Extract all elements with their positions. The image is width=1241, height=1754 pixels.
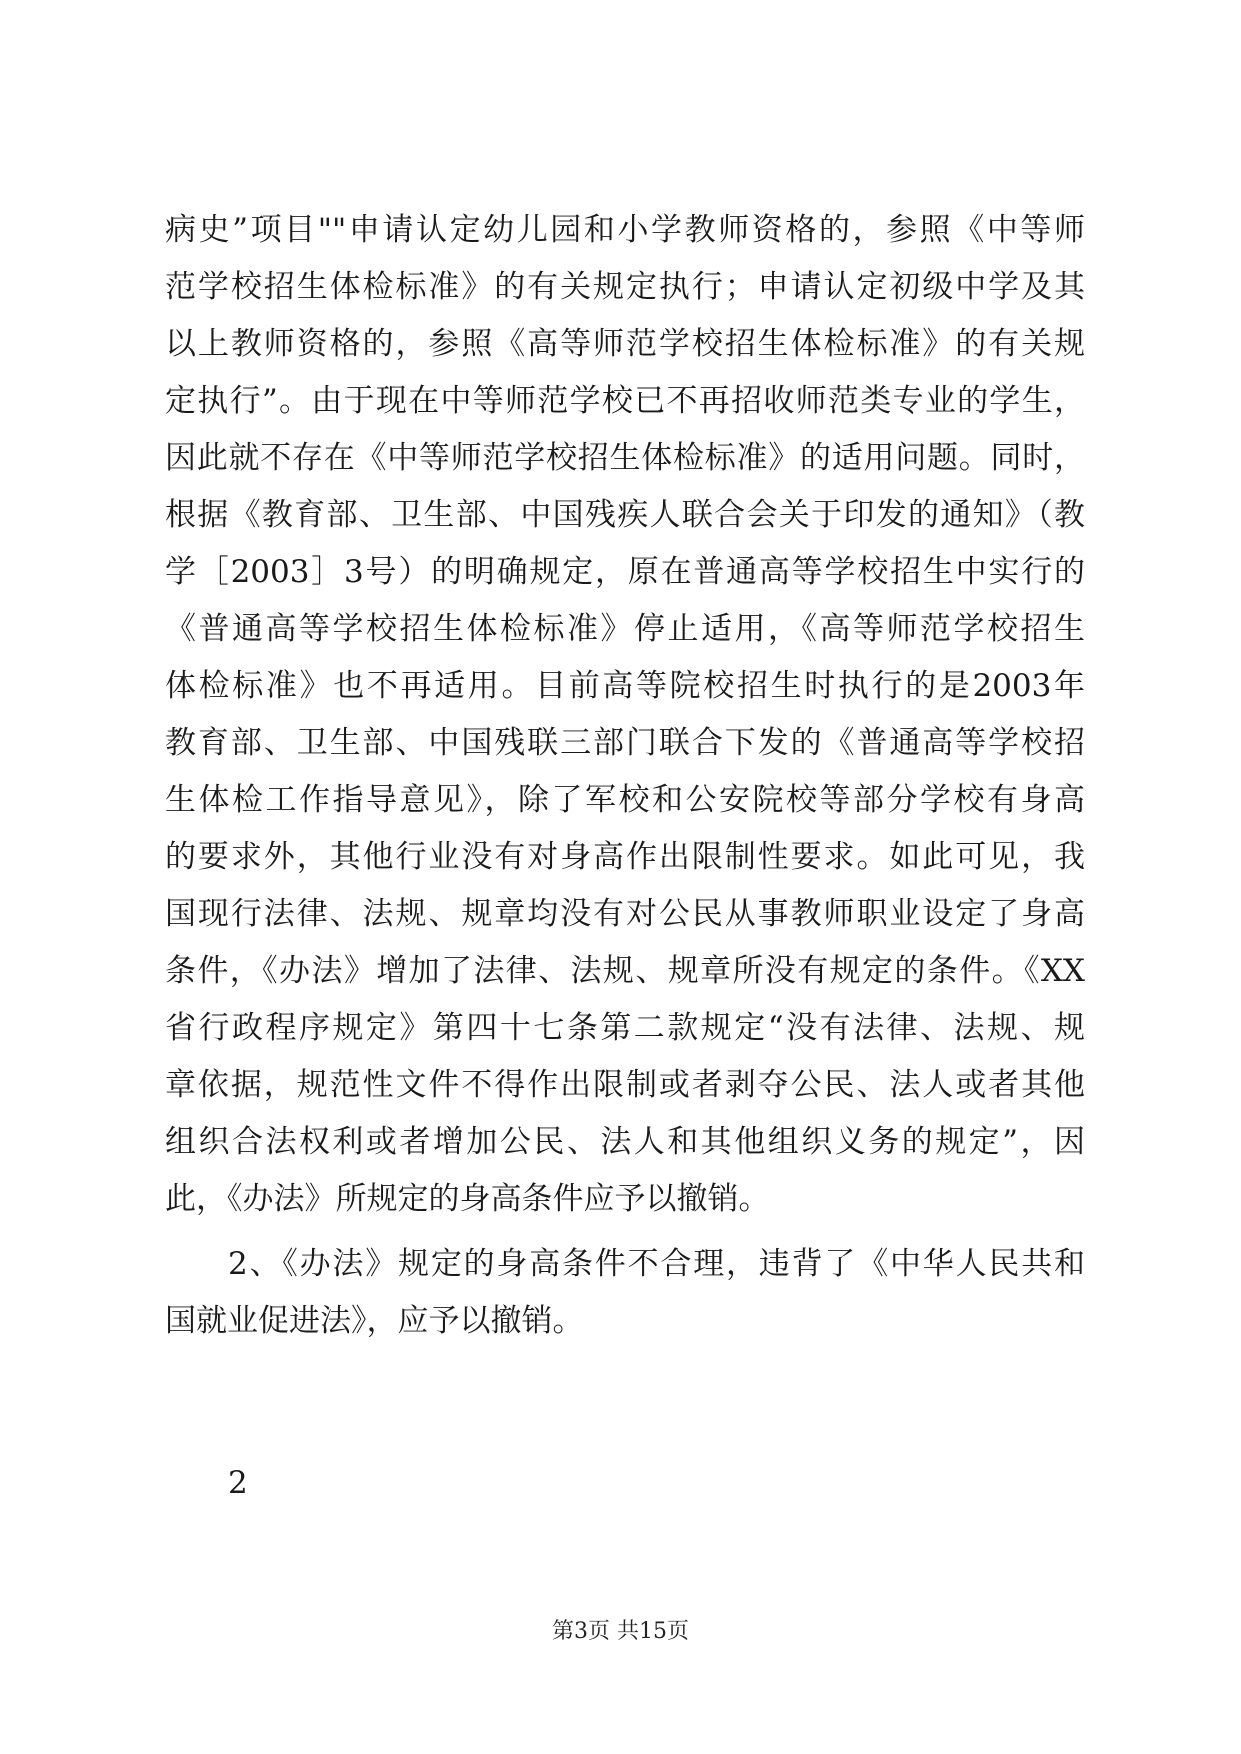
body-line-14: 条件，《办法》增加了法律、法规、规章所没有规定的条件。《XX <box>165 953 1085 989</box>
inline-page-marker: 2 <box>228 1465 248 1501</box>
body-line-1: 病史”项目""申请认定幼儿园和小学教师资格的，参照《中等师 <box>165 212 1085 248</box>
body-line-3: 以上教师资格的，参照《高等师范学校招生体检标准》的有关规 <box>165 326 1085 362</box>
body-line-4: 定执行”。由于现在中等师范学校已不再招收师范类专业的学生， <box>165 383 1085 419</box>
body-line-2: 范学校招生体检标准》的有关规定执行；申请认定初级中学及其 <box>165 269 1085 305</box>
body-line-6: 根据《教育部、卫生部、中国残疾人联合会关于印发的通知》（教 <box>165 497 1085 533</box>
paragraph-2-line-2: 国就业促进法》，应予以撤销。 <box>165 1303 584 1339</box>
body-line-17: 组织合法权利或者增加公民、法人和其他组织义务的规定”，因 <box>165 1124 1085 1160</box>
body-line-15: 省行政程序规定》第四十七条第二款规定“没有法律、法规、规 <box>165 1010 1085 1046</box>
body-line-10: 教育部、卫生部、中国残联三部门联合下发的《普通高等学校招 <box>165 725 1085 761</box>
body-line-9: 体检标准》也不再适用。目前高等院校招生时执行的是2003年 <box>165 668 1085 704</box>
body-line-16: 章依据，规范性文件不得作出限制或者剥夺公民、法人或者其他 <box>165 1067 1085 1103</box>
page-footer: 第3页 共15页 <box>552 1619 689 1644</box>
body-line-18: 此，《办法》所规定的身高条件应予以撤销。 <box>165 1181 770 1217</box>
paragraph-2-line-1: 2、《办法》规定的身高条件不合理，违背了《中华人民共和 <box>228 1246 1085 1282</box>
body-line-7: 学［2003］3号）的明确规定，原在普通高等学校招生中实行的 <box>165 554 1085 590</box>
body-line-12: 的要求外，其他行业没有对身高作出限制性要求。如此可见，我 <box>165 839 1085 875</box>
body-line-11: 生体检工作指导意见》，除了军校和公安院校等部分学校有身高 <box>165 782 1085 818</box>
body-line-5: 因此就不存在《中等师范学校招生体检标准》的适用问题。同时， <box>165 440 1085 476</box>
body-line-13: 国现行法律、法规、规章均没有对公民从事教师职业设定了身高 <box>165 896 1085 932</box>
body-line-8: 《普通高等学校招生体检标准》停止适用，《高等师范学校招生 <box>165 611 1085 647</box>
